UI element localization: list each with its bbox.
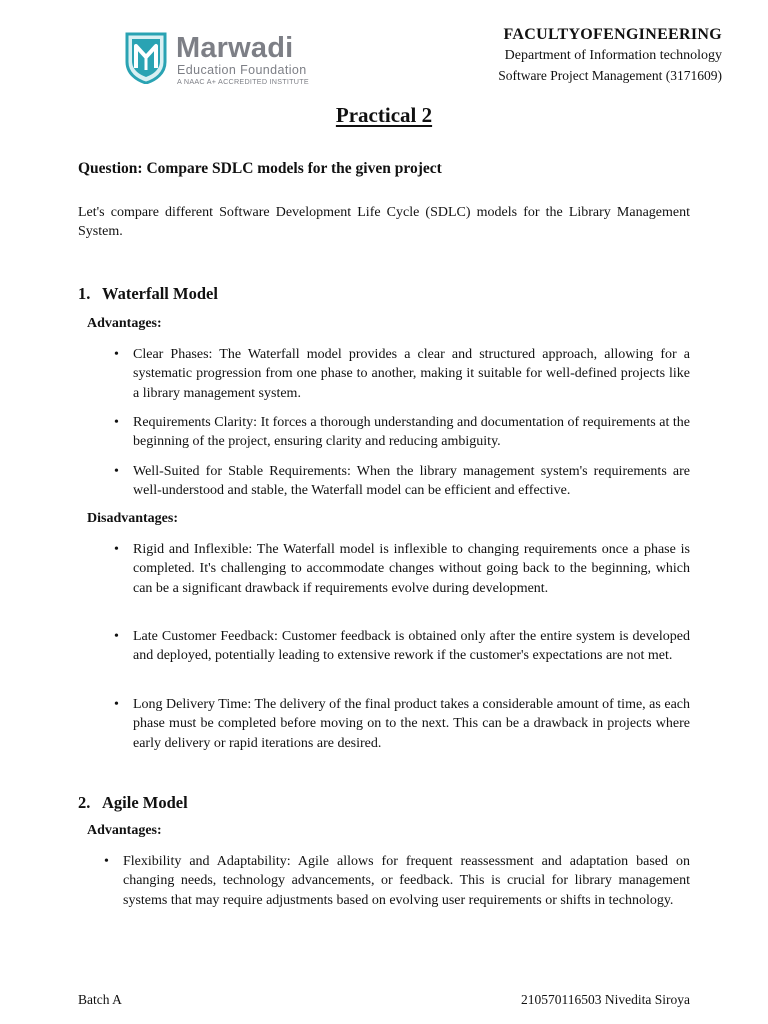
shield-logo-icon xyxy=(124,32,168,84)
logo-accreditation: A NAAC A+ ACCREDITED INSTITUTE xyxy=(177,77,309,86)
logo-name: Marwadi xyxy=(176,32,294,64)
list-item-text: Requirements Clarity: It forces a thorough understanding and documentation of requirements at the beginning of the project, ensuring clarity and reducing ambiguity. xyxy=(133,415,690,450)
bullet-icon: • xyxy=(114,629,119,644)
footer-batch: Batch A xyxy=(78,992,122,1007)
section-number: 2. xyxy=(78,793,91,812)
bullet-icon: • xyxy=(104,854,109,869)
bullet-icon: • xyxy=(114,415,119,430)
intro-paragraph: Let's compare different Software Development Life Cycle (SDLC) models for the Library Management System. xyxy=(78,205,690,240)
advantages-label: Advantages: xyxy=(87,823,162,838)
faculty-heading: FACULTYOFENGINEERING xyxy=(503,26,722,43)
page-title xyxy=(0,102,768,128)
section-number: 1. xyxy=(78,284,91,303)
advantages-label: Advantages: xyxy=(87,316,162,331)
section-title: Agile Model xyxy=(102,793,188,812)
bullet-icon: • xyxy=(114,347,119,362)
list-item-text: Long Delivery Time: The delivery of the final product takes a considerable amount of time, as each phase must be completed before moving on to the next. This can be a drawback in projects where early delivery or rapid iterations are desired. xyxy=(133,697,690,751)
department-line: Department of Information technology xyxy=(504,48,722,63)
list-item-text: Clear Phases: The Waterfall model provides a clear and structured approach, allowing for a systematic progression from one phase to another, making it suitable for well-defined projects like a library management system. xyxy=(133,347,690,401)
page-title-text: Practical 2 xyxy=(335,103,433,127)
list-item-text: Rigid and Inflexible: The Waterfall model is inflexible to changing requirements once a phase is completed. It's challenging to accommodate changes without going back to the beginning, which can be a significant drawback if requirements evolve during development. xyxy=(133,542,690,596)
section-heading-waterfall xyxy=(78,284,218,304)
bullet-icon: • xyxy=(114,697,119,712)
list-item-text: Well-Suited for Stable Requirements: When the library management system's requirements are well-understood and stable, the Waterfall model can be efficient and effective. xyxy=(133,464,690,499)
footer-student-id: 210570116503 Nivedita Siroya xyxy=(521,992,690,1007)
section-heading-agile xyxy=(78,793,188,813)
list-item-text: Late Customer Feedback: Customer feedback is obtained only after the entire system is developed and deployed, potentially leading to extensive rework if the customer's expectations are not met. xyxy=(133,629,690,664)
course-line: Software Project Management (3171609) xyxy=(498,68,722,83)
disadvantages-label: Disadvantages: xyxy=(87,511,179,526)
marwadi-logo xyxy=(124,32,324,86)
logo-subtitle: Education Foundation xyxy=(177,63,307,77)
question-heading: Question: Compare SDLC models for the given project xyxy=(78,160,442,177)
bullet-icon: • xyxy=(114,542,119,557)
bullet-icon: • xyxy=(114,464,119,479)
list-item-text: Flexibility and Adaptability: Agile allows for frequent reassessment and adaptation based on changing needs, technology advancements, or feedback. This is crucial for library management systems that may require adjustments based on evolving user requirements or shifts in technology. xyxy=(123,854,690,908)
section-title: Waterfall Model xyxy=(102,284,218,303)
